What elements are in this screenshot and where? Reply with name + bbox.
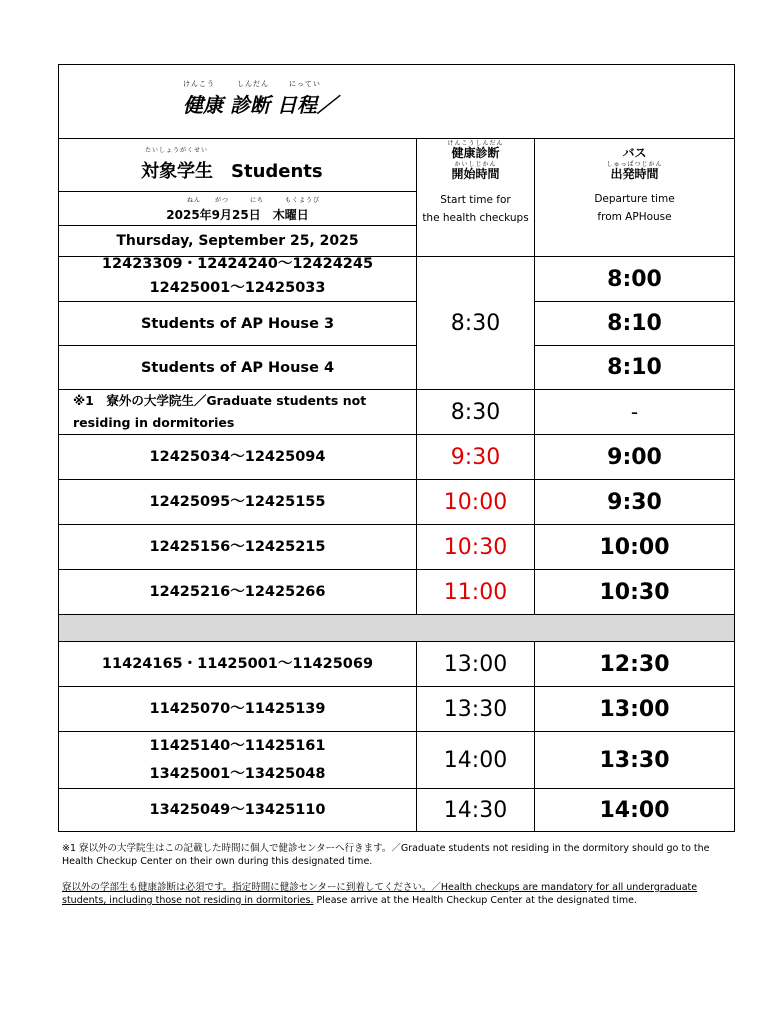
start-time: 11:00	[417, 570, 535, 615]
bus-departure-header: バス しゅっぱつじかん 出発時間 Departure time from APHouse	[535, 139, 735, 257]
bus-time: 8:10	[535, 302, 735, 346]
bus-time: 12:30	[535, 642, 735, 687]
date-jp-cell: ねん がつ にち もくようび 2025年9月25日 木曜日	[59, 192, 417, 226]
bus-time: 9:00	[535, 435, 735, 480]
start-time: 8:30	[417, 390, 535, 435]
start-time: 8:30	[417, 257, 535, 390]
footnotes	[62, 842, 738, 920]
table-row-ids: 11425140～11425161 13425001～13425048	[59, 732, 417, 789]
students-title: 対象学生 Students	[141, 161, 323, 182]
bus-time: 13:00	[535, 687, 735, 732]
start-time: 14:00	[417, 732, 535, 789]
start-time: 13:30	[417, 687, 535, 732]
bus-time: 13:30	[535, 732, 735, 789]
checkup-start-header: けんこうしんだん 健康診断 かいしじかん 開始時間 Start time for the health checkups	[417, 139, 535, 257]
bus-time: 9:30	[535, 480, 735, 525]
title-cell	[59, 65, 735, 139]
table-row-ids: 12425034～12425094	[59, 435, 417, 480]
start-time: 10:30	[417, 525, 535, 570]
page-title: 健康 診断 日程／	[183, 93, 337, 117]
table-row-ids: 12425216～12425266	[59, 570, 417, 615]
table-row-ids: Students of AP House 4	[59, 346, 417, 390]
bus-time: -	[535, 390, 735, 435]
start-time: 9:30	[417, 435, 535, 480]
date-jp: 2025年9月25日 木曜日	[166, 208, 309, 222]
table-row-ids: 12425156～12425215	[59, 525, 417, 570]
start-time: 14:30	[417, 789, 535, 832]
table-row-ids: Students of AP House 3	[59, 302, 417, 346]
graduate-note-row: ※1 寮外の大学院生／Graduate students not residing in dormitories	[59, 390, 417, 435]
separator-row	[59, 615, 735, 642]
title-ruby: けんこう しんだん にってい	[183, 80, 321, 88]
bus-time: 10:00	[535, 525, 735, 570]
table-row-ids: 11425070～11425139	[59, 687, 417, 732]
date-en: Thursday, September 25, 2025	[59, 226, 417, 257]
footnote-graduate: ※1 寮以外の大学院生はこの記載した時間に個人で健診センターへ行きます。／Graduate students not residing in the dormitory should go to the Health Checkup Center on their own during this designated time.	[62, 843, 710, 867]
table-row-ids: 11424165・11425001～11425069	[59, 642, 417, 687]
footnote-undergraduate: 寮以外の学部生も健康診断は必須です。指定時間に健診センターに到着してください。／Health checkups are mandatory for all undergraduate students, including those not residing in dormitories. Please arrive at the Health Checkup Center at the designated time.	[62, 882, 698, 906]
students-header: たいしょうがくせい 対象学生 Students	[59, 139, 417, 192]
table-row-ids: 13425049～13425110	[59, 789, 417, 832]
start-time: 10:00	[417, 480, 535, 525]
start-time: 13:00	[417, 642, 535, 687]
table-row-ids: 12423309・12424240～12424245 12425001～12425033	[59, 257, 417, 302]
bus-time: 14:00	[535, 789, 735, 832]
bus-time: 8:10	[535, 346, 735, 390]
checkup-schedule-table	[58, 64, 735, 832]
table-row-ids: 12425095～12425155	[59, 480, 417, 525]
bus-time: 8:00	[535, 257, 735, 302]
bus-time: 10:30	[535, 570, 735, 615]
